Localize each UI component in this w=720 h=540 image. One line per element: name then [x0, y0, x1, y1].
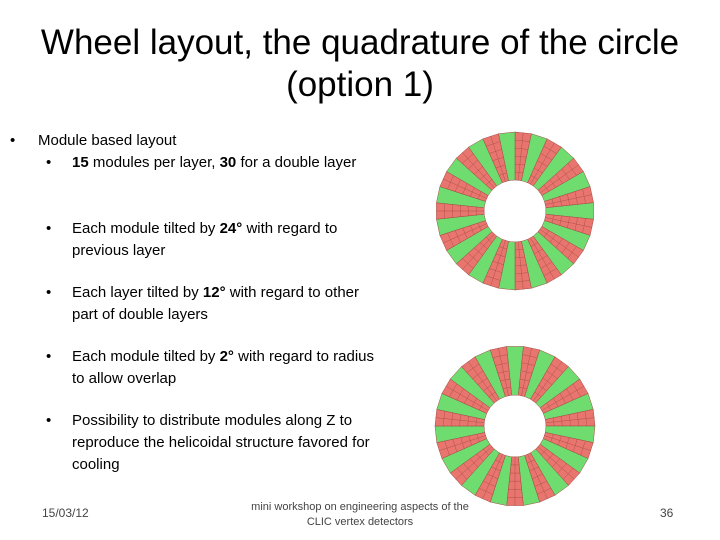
bullet-marker: • [46, 220, 52, 237]
sub-bullet-text: 15 modules per layer, 30 for a double layer [72, 154, 357, 171]
bullet-marker: • [46, 412, 52, 429]
sub-bullet-text: Each layer tilted by 12° with regard to other part of double layers [72, 284, 359, 323]
bullet-marker: • [46, 284, 52, 301]
sub-bullet-module-tilt [46, 218, 376, 262]
sub-bullet-z-distribution [46, 410, 376, 476]
slide-title: Wheel layout, the quadrature of the circle (option 1) [40, 23, 680, 104]
bullet-marker: • [10, 132, 16, 149]
footer-event: mini workshop on engineering aspects of the CLIC vertex detectors [251, 501, 469, 528]
sub-bullet-text: Each module tilted by 24° with regard to previous layer [72, 220, 338, 259]
main-bullet-text: Module based layout [38, 132, 177, 149]
wheel-inner-hole [485, 181, 546, 242]
sub-bullet-layer-tilt [46, 282, 376, 326]
wheel-inner-hole [485, 396, 546, 457]
sub-bullet-modules-per-layer [46, 152, 376, 174]
sub-bullet-text: Each module tilted by 2° with regard to radius to allow overlap [72, 348, 375, 387]
sub-bullet-text: Possibility to distribute modules along Z to reproduce the helicoidal structure favored for cooling [72, 412, 370, 473]
wheel-layout-diagram-top [434, 130, 596, 292]
wheel-layout-diagram-bottom [434, 342, 596, 510]
footer-date: 15/03/12 [42, 506, 89, 520]
bullet-marker: • [46, 348, 52, 365]
page-number: 36 [660, 506, 674, 520]
bullet-marker: • [46, 154, 52, 171]
sub-bullet-radius-tilt [46, 346, 376, 390]
